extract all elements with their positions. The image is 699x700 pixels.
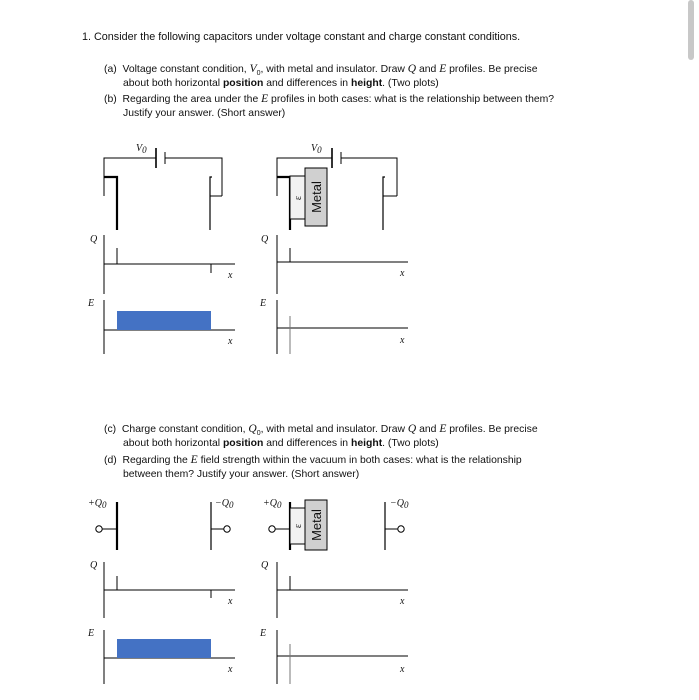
part-c-l2-post: . (Two plots) — [382, 438, 439, 449]
part-d-line2: between them? Justify your answer. (Short answer) — [123, 469, 360, 480]
top-left-e-plot — [87, 298, 235, 354]
top-left-voltage-label: V0 — [136, 143, 147, 155]
top-left-q-x-label: x — [228, 270, 233, 281]
part-d-text2: field strength within the vacuum in both cases: what is the relationship — [197, 455, 522, 466]
part-c-bold-position: position — [222, 438, 264, 449]
bottom-right-q-x-label: x — [400, 596, 405, 607]
part-a-text2: , with metal and insulator. Draw — [260, 64, 408, 75]
bottom-left-terminal-plus — [96, 526, 102, 532]
part-c-text2: , with metal and insulator. Draw — [260, 424, 408, 435]
top-right-metal-label: Metal — [309, 181, 324, 213]
top-left-e-x-label: x — [228, 336, 233, 347]
part-b-e: E — [261, 93, 269, 105]
top-right-insulator-label: ε — [293, 195, 304, 201]
bottom-left-plus-q-label: +Q0 — [88, 498, 107, 510]
part-a-text3: profiles. Be precise — [446, 64, 538, 75]
top-left-e-axis-label: E — [88, 298, 95, 309]
bottom-left-circuit — [88, 498, 234, 550]
part-c-bold-height: height — [350, 438, 383, 449]
part-a-l2-post: . (Two plots) — [382, 78, 439, 89]
part-c-var: Q — [248, 423, 257, 435]
part-a-q: Q — [407, 63, 417, 75]
bottom-left-q-x-label: x — [228, 596, 233, 607]
part-b-text2: profiles in both cases: what is the relationship between them? — [268, 94, 555, 105]
part-c-q: Q — [407, 423, 417, 435]
top-right-q-plot — [261, 234, 408, 294]
top-right-q-axis-label: Q — [261, 234, 269, 245]
top-right-q-x-label: x — [400, 268, 405, 279]
bottom-right-e-axis-label: E — [260, 628, 267, 639]
part-c-text3: profiles. Be precise — [446, 424, 538, 435]
part-d-text: Regarding the — [122, 455, 191, 466]
bottom-right-q-plot — [261, 560, 408, 618]
bottom-right-terminal-minus — [398, 526, 404, 532]
bottom-right-circuit — [263, 498, 409, 550]
top-right-e-axis-label: E — [260, 298, 267, 309]
part-a-sub: 0 — [256, 70, 261, 78]
part-c-and: and — [416, 424, 440, 435]
top-right-e-plot — [259, 298, 408, 354]
bottom-left-e-x-label: x — [228, 664, 233, 675]
bottom-right-e-plot — [259, 628, 408, 684]
bottom-left-q-axis-label: Q — [90, 560, 98, 571]
part-c-e: E — [439, 423, 447, 435]
part-a-text: Voltage constant condition, — [122, 64, 250, 75]
bottom-left-minus-q-label: −Q0 — [215, 498, 234, 510]
top-left-q-plot — [90, 234, 235, 294]
part-b-marker: (b) — [104, 94, 117, 105]
bottom-left-e-plot — [87, 628, 235, 684]
part-d-e: E — [190, 454, 198, 466]
bottom-right-plus-q-label: +Q0 — [263, 498, 282, 510]
bottom-right-metal-label: Metal — [309, 509, 324, 541]
part-c-marker: (c) — [104, 424, 117, 435]
part-a-l2-pre: about both horizontal — [123, 78, 223, 89]
part-a-var: V — [249, 63, 257, 75]
bottom-left-q-plot — [90, 560, 235, 618]
part-a-bold-position: position — [222, 78, 264, 89]
top-right-e-x-label: x — [400, 335, 405, 346]
bottom-right-minus-q-label: −Q0 — [390, 498, 409, 510]
part-d-marker: (d) — [104, 455, 117, 466]
bottom-left-e-axis-label: E — [88, 628, 95, 639]
question-title: 1. Consider the following capacitors under voltage constant and charge constant conditions. — [82, 31, 521, 43]
top-left-q-axis-label: Q — [90, 234, 98, 245]
part-a-and: and — [416, 64, 440, 75]
bottom-left-insulator-block — [117, 639, 211, 658]
top-right-circuit — [277, 143, 397, 230]
top-left-circuit — [104, 143, 222, 230]
part-a-e: E — [439, 63, 447, 75]
part-a-marker: (a) — [104, 64, 117, 75]
part-c-sub: 0 — [256, 430, 261, 438]
top-right-voltage-label: V0 — [311, 143, 322, 155]
part-a-l2-mid: and differences in — [263, 78, 351, 89]
part-a-bold-height: height — [350, 78, 383, 89]
part-b-text: Regarding the area under the — [122, 94, 262, 105]
part-b-line2: Justify your answer. (Short answer) — [123, 108, 286, 119]
bottom-right-insulator-label: ε — [293, 523, 304, 529]
part-c-l2-pre: about both horizontal — [123, 438, 223, 449]
bottom-right-terminal-plus — [269, 526, 275, 532]
bottom-left-terminal-minus — [224, 526, 230, 532]
part-c-text: Charge constant condition, — [121, 424, 249, 435]
bottom-right-q-axis-label: Q — [261, 560, 269, 571]
part-c-l2-mid: and differences in — [263, 438, 351, 449]
scrollbar-thumb[interactable] — [688, 0, 694, 60]
bottom-right-e-x-label: x — [400, 664, 405, 675]
top-left-insulator-block — [117, 311, 211, 330]
